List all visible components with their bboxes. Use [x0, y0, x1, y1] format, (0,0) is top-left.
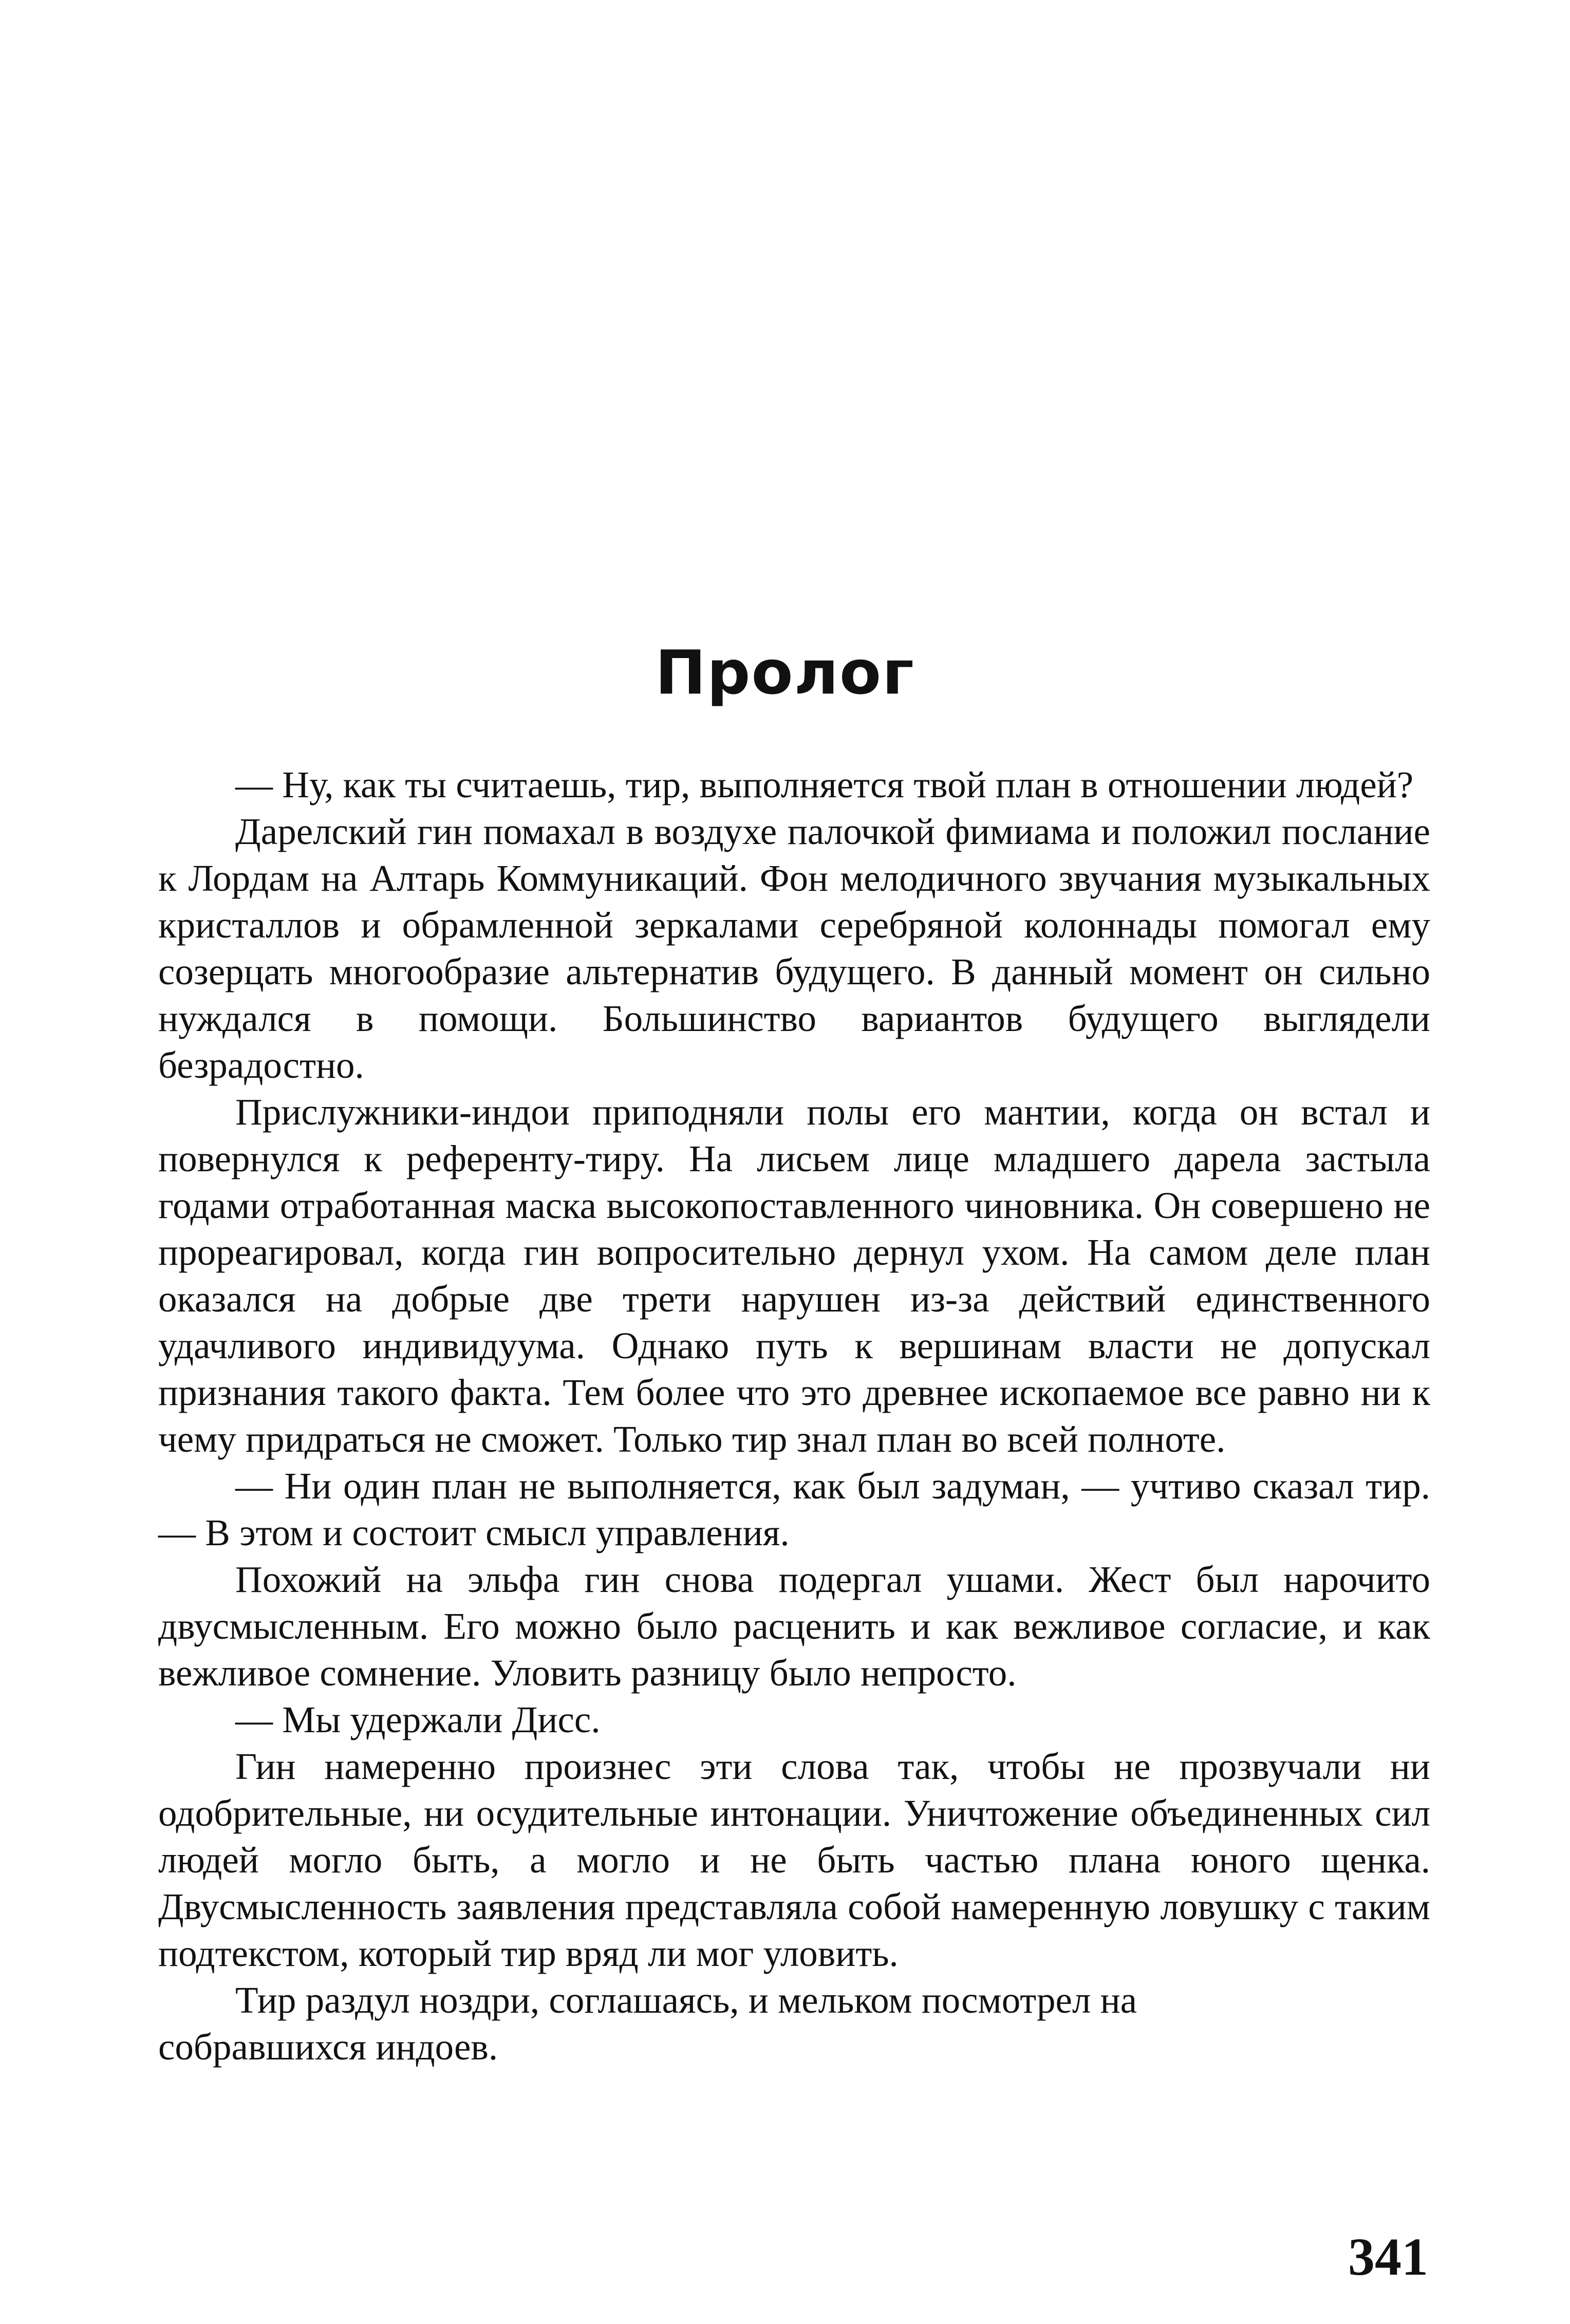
paragraph: Дарелский гин помахал в воздухе палочкой фимиама и положил послание к Лордам на Алтарь Коммуникаций. Фон мелодичного звучания музыкальных кристаллов и обрамленной зеркалами серебряной колоннады помогал ему созерцать многообразие альтернатив будущего. В данный момент он сильно нуждался в помощи. Большинство вариантов будущего выглядели безрадостно. [158, 811, 1430, 1086]
paragraph: Похожий на эльфа гин снова подергал ушами. Жест был нарочито двусмысленным. Его можно было расценить и как вежливое согласие, и как вежливое сомнение. Уловить разницу было непросто. [158, 1559, 1430, 1694]
paragraph: Тир раздул ноздри, соглашаясь, и мельком посмотрел на собравшихся индоев. [158, 1979, 1137, 2068]
chapter-title: Пролог [655, 637, 915, 708]
paragraph: Прислужники-индои приподняли полы его мантии, когда он встал и повернулся к референту-тиру. На лисьем лице младшего дарела застыла годами отработанная маска высокопоставленного чиновника. Он совершено не прореагировал, когда гин вопросительно дернул ухом. На самом деле план оказался на добрые две трети нарушен из-за действий единственного удачливого индивидуума. Однако путь к вершинам власти не допускал признания такого факта. Тем более что это древнее ископаемое все равно ни к чему придраться не сможет. Только тир знал план во всей полноте. [158, 1091, 1430, 1460]
paragraph: — Мы удержали Дисс. [235, 1699, 601, 1740]
paragraph: — Ни один план не выполняется, как был задуман, — учтиво сказал тир. — В этом и состоит смысл управления. [158, 1465, 1430, 1553]
paragraph: Гин намеренно произнес эти слова так, чтобы не прозвучали ни одобрительные, ни осудительные интонации. Уничтожение объединенных сил людей могло быть, а могло и не быть частью плана юного щенка. Двусмысленность заявления представляла собой намеренную ловушку с таким подтекстом, который тир вряд ли мог уловить. [158, 1746, 1430, 1974]
page-number: 341 [1348, 2227, 1428, 2286]
body-text [158, 761, 1430, 2070]
paragraph: — Ну, как ты считаешь, тир, выполняется твой план в отношении людей? [235, 764, 1414, 805]
